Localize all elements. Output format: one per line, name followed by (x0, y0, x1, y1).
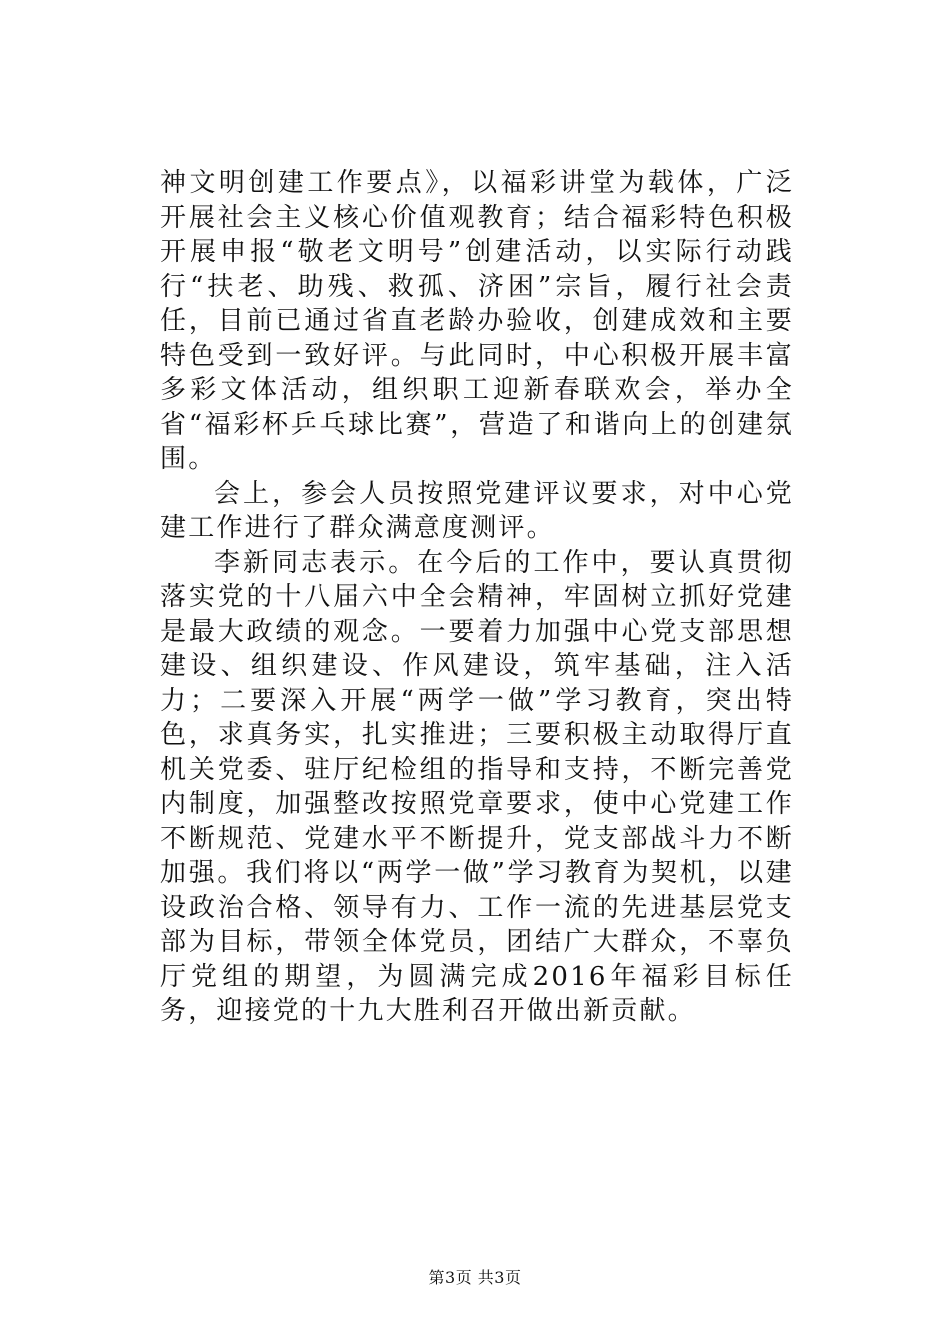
paragraph-continuation: 神文明创建工作要点》，以福彩讲堂为载体，广泛开展社会主义核心价值观教育；结合福彩特色积极开展申报“敬老文明号”创建活动，以实际行动践行“扶老、助残、救孤、济困”宗旨，履行社会责任，目前已通过省直老龄办验收，创建成效和主要特色受到一致好评。与此同时，中心积极开展丰富多彩文体活动，组织职工迎新春联欢会，举办全省“福彩杯乒乓球比赛”，营造了和谐向上的创建氛围。 (160, 168, 794, 474)
paragraph-statement: 李新同志表示。在今后的工作中，要认真贯彻落实党的十八届六中全会精神，牢固树立抓好党建是最大政绩的观念。一要着力加强中心党支部思想建设、组织建设、作风建设，筑牢基础，注入活力；二要深入开展“两学一做”学习教育，突出特色，求真务实，扎实推进；三要积极主动取得厅直机关党委、驻厅纪检组的指导和支持，不断完善党内制度，加强整改按照党章要求，使中心党建工作不断规范、党建水平不断提升，党支部战斗力不断加强。我们将以“两学一做”学习教育为契机，以建设政治合格、领导有力、工作一流的先进基层党支部为目标，带领全体党员，团结广大群众，不辜负厅党组的期望，为圆满完成2016年福彩目标任务，迎接党的十九大胜利召开做出新贡献。 (160, 547, 794, 1026)
page-footer: 第3页 共3页 (428, 1268, 522, 1287)
paragraph-evaluation: 会上，参会人员按照党建评议要求，对中心党建工作进行了群众满意度测评。 (160, 478, 794, 543)
document-body (160, 166, 794, 1029)
